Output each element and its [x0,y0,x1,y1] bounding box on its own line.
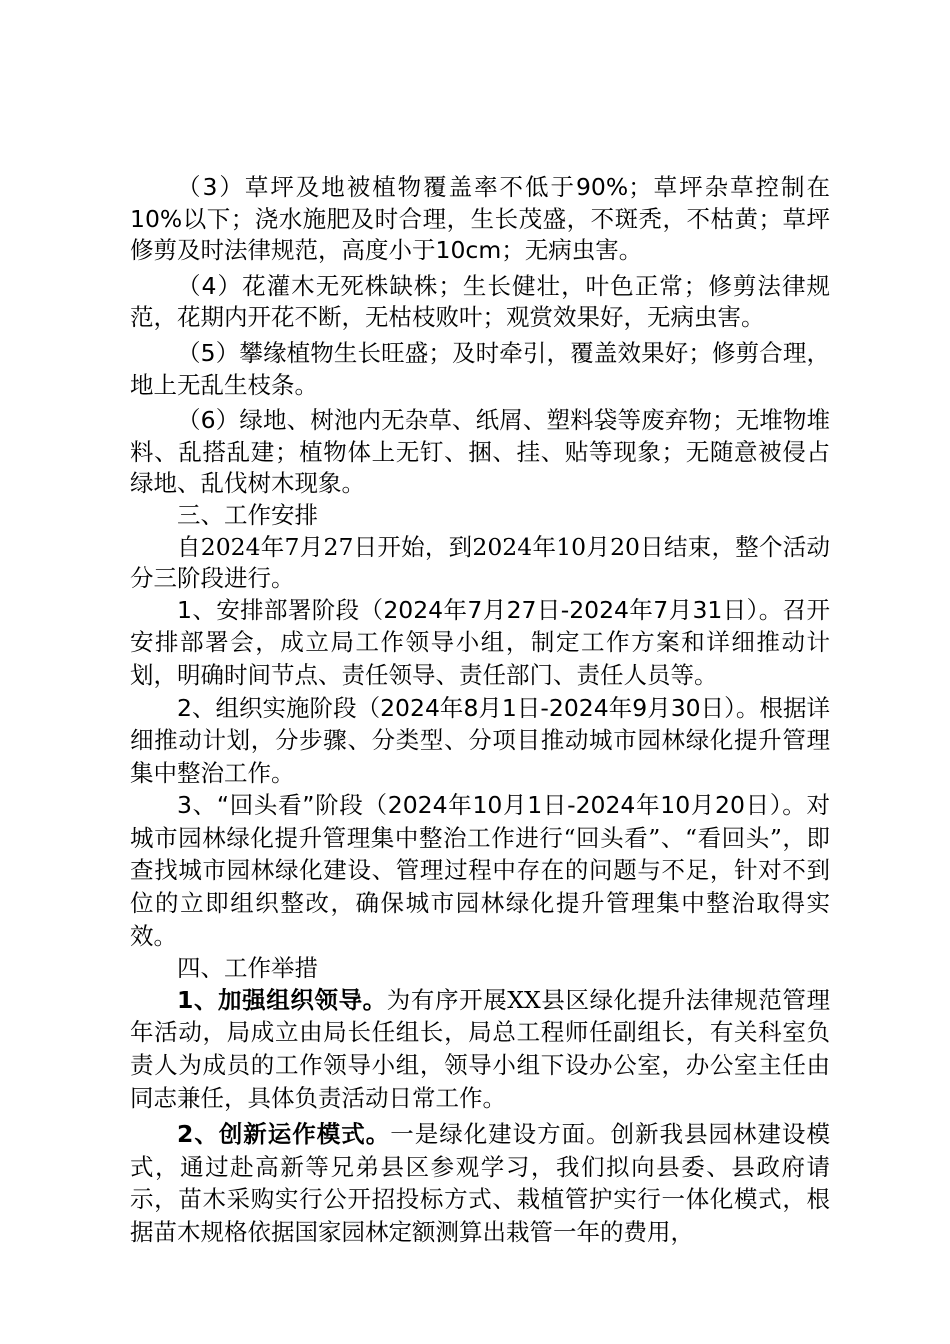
stage-paragraph [130,790,830,953]
measure-body: 一是绿化建设方面。创新我县园林建设模式，通过赴高新等兄弟县区参观学习，我们拟向县委、县政府请示，苗木采购实行公开招投标方式、栽植管护实行一体化模式，根据苗木规格依据国家园林定额测算出栽管一年的费用， [130,1120,830,1246]
standard-item-6: （6）绿地、树池内无杂草、纸屑、塑料袋等废弃物；无堆物堆料、乱搭乱建；植物体上无钉、捆、挂、贴等现象；无随意被侵占绿地、乱伐树木现象。 [130,406,830,498]
measure-paragraph [130,985,830,1115]
document-page [130,172,830,1250]
measure-title: 1、加强组织领导。 [177,985,387,1014]
stage-title: 3、“回头看”阶段（2024年10月1日-2024年10月20日）。 [177,791,807,820]
measure-title: 2、创新运作模式。 [177,1120,391,1149]
measure-paragraph [130,1119,830,1249]
stage-body: 召开安排部署会，成立局工作领导小组，制定工作方案和详细推动计划，明确时间节点、责任领导、责任部门、责任人员等。 [130,595,830,689]
section-heading-arrangement: 三、工作安排 [177,500,318,529]
stage-body: 根据详细推动计划，分步骤、分类型、分项目推动城市园林绿化提升管理集中整治工作。 [130,693,830,787]
standard-item-4: （4）花灌木无死株缺株；生长健壮，叶色正常；修剪法律规范，花期内开花不断，无枯枝败叶；观赏效果好，无病虫害。 [130,271,830,332]
arrangement-intro: 自2024年7月27日开始，到2024年10月20日结束，整个活动分三阶段进行。 [130,532,830,593]
stage-paragraph [130,595,830,693]
measure-body: 为有序开展XX县区绿化提升法律规范管理年活动，局成立由局长任组长，局总工程师任副组长，有关科室负责人为成员的工作领导小组，领导小组下设办公室，办公室主任由同志兼任，具体负责活动日常工作。 [130,985,830,1112]
stage-body: 对城市园林绿化提升管理集中整治工作进行“回头看”、“看回头”，即查找城市园林绿化建设、管理过程中存在的问题与不足，针对不到位的立即组织整改，确保城市园林绿化提升管理集中整治取得实效。 [130,791,830,950]
standard-item-5: （5）攀缘植物生长旺盛；及时牵引，覆盖效果好；修剪合理，地上无乱生枝条。 [130,338,830,399]
section-heading-measures: 四、工作举措 [177,954,318,983]
stage-title: 1、安排部署阶段（2024年7月27日-2024年7月31日）。 [177,595,783,624]
standard-item-3: （3）草坪及地被植物覆盖率不低于90%；草坪杂草控制在10%以下；浇水施肥及时合理，生长茂盛，不斑秃，不枯黄；草坪修剪及时法律规范，高度小于10cm；无病虫害。 [130,173,830,265]
stage-title: 2、组织实施阶段（2024年8月1日-2024年9月30日）。 [177,693,760,722]
stage-paragraph [130,693,830,791]
